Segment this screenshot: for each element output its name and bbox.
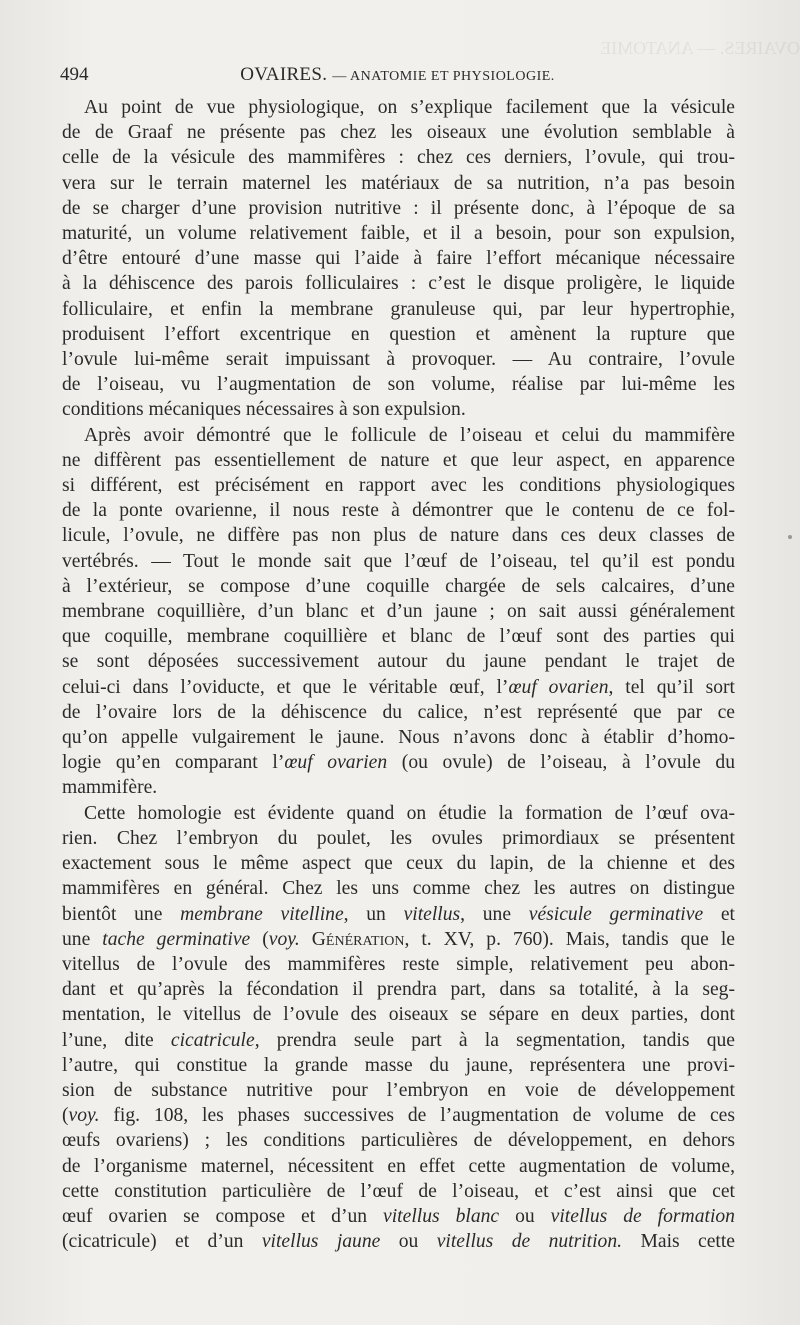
small-caps-term: Génération xyxy=(311,928,405,950)
text-line xyxy=(62,700,735,725)
text-run: fig. 108, les phases successives de l’augmentation de volume de ces xyxy=(99,1105,735,1127)
page-number: 494 xyxy=(60,64,89,85)
text-run: , t. XV, p. 760). Mais, tandis que le xyxy=(404,928,735,950)
text-line xyxy=(62,1053,735,1078)
italic-term: vésicule germinative xyxy=(528,903,704,925)
text-run: (ou ovule) de l’oiseau, à l’ovule du xyxy=(387,752,736,774)
show-through-text: OVAIRES. — ANATOMIE xyxy=(600,38,800,58)
text-run: de l’organisme maternel, nécessitent en effet cette augmentation de volume, xyxy=(62,1155,735,1177)
text-line xyxy=(62,927,735,952)
text-run: mammifères en général. Chez les uns comme chez les autres on distingue xyxy=(62,878,735,900)
text-line xyxy=(62,649,735,674)
text-line xyxy=(62,876,735,901)
text-run: logie qu’en comparant l’ xyxy=(62,752,285,774)
text-line xyxy=(62,498,735,523)
italic-term: vitellus blanc xyxy=(383,1205,500,1227)
text-run: se sont déposées successivement autour du jaune pendant le trajet de xyxy=(62,651,735,673)
text-run: produisent l’effort excentrique en question et amènent la rupture que xyxy=(62,323,735,345)
italic-term: vitellus jaune xyxy=(261,1231,381,1253)
text-run: mammifère. xyxy=(62,777,158,799)
text-line xyxy=(62,952,735,977)
text-run: , une xyxy=(460,903,529,925)
italic-term: voy. xyxy=(268,928,300,950)
text-line xyxy=(62,171,735,196)
text-line xyxy=(62,322,735,347)
text-line xyxy=(62,473,735,498)
text-line xyxy=(62,725,735,750)
text-line xyxy=(62,145,735,170)
text-run: à l’extérieur, se compose d’une coquille chargée de sels calcaires, d’une xyxy=(62,575,735,597)
text-line xyxy=(62,599,735,624)
running-title xyxy=(60,64,735,86)
italic-term: voy. xyxy=(68,1105,100,1127)
text-line xyxy=(62,1002,735,1027)
chapter-title: OVAIRES. xyxy=(240,64,328,85)
text-run: de la ponte ovarienne, il nous reste à démontrer que le contenu de ce fol- xyxy=(62,500,735,522)
text-run: Mais cette xyxy=(622,1231,735,1253)
text-run: à la déhiscence des parois folliculaires : c’est le disque proligère, le liquide xyxy=(62,273,735,295)
text-run: , prendra seule part à la segmentation, tandis que xyxy=(254,1029,735,1051)
text-line xyxy=(62,523,735,548)
text-line xyxy=(62,675,735,700)
italic-term: vitellus de formation xyxy=(550,1205,735,1227)
paragraph xyxy=(62,801,735,1255)
text-line xyxy=(62,372,735,397)
margin-speck xyxy=(788,535,792,539)
text-run: rien. Chez l’embryon du poulet, les ovules primordiaux se présentent xyxy=(62,827,735,849)
text-run: membrane coquillière, d’un blanc et d’un jaune ; on sait aussi généralement xyxy=(62,601,735,623)
text-run: ou xyxy=(380,1231,437,1253)
text-line xyxy=(62,347,735,372)
text-run: de de Graaf ne présente pas chez les oiseaux une évolution semblable à xyxy=(62,122,735,144)
text-run: Cette homologie est évidente quand on étudie la formation de l’œuf ova- xyxy=(84,802,735,824)
text-run: ou xyxy=(499,1205,551,1227)
text-line xyxy=(62,1229,735,1254)
text-line xyxy=(62,624,735,649)
text-run: de l’oiseau, vu l’augmentation de son volume, réalise par lui-même les xyxy=(62,374,735,396)
text-run: celui-ci dans l’oviducte, et que le véritable œuf, l’ xyxy=(62,676,509,698)
text-run: celle de la vésicule des mammifères : chez ces derniers, l’ovule, qui trou- xyxy=(62,147,735,169)
text-line xyxy=(62,1204,735,1229)
text-line xyxy=(62,397,735,422)
text-line xyxy=(62,851,735,876)
text-run: l’autre, qui constitue la grande masse du jaune, représentera une provi- xyxy=(62,1054,735,1076)
text-run xyxy=(300,929,312,950)
text-line xyxy=(62,1179,735,1204)
text-run: dant et qu’après la fécondation il prendra part, dans sa totalité, à la seg- xyxy=(62,979,735,1001)
text-line xyxy=(62,1154,735,1179)
text-line xyxy=(62,448,735,473)
italic-term: tache germinative xyxy=(102,928,251,950)
text-run: œufs ovariens) ; les conditions particulières de développement, en dehors xyxy=(62,1130,735,1152)
text-run: folliculaire, et enfin la membrane granuleuse qui, par leur hypertrophie, xyxy=(62,298,735,320)
text-line xyxy=(62,574,735,599)
text-line xyxy=(62,826,735,851)
paragraph xyxy=(62,95,735,423)
text-run: Au point de vue physiologique, on s’explique facilement que la vésicule xyxy=(84,97,735,118)
text-run: , un xyxy=(343,903,404,925)
text-run: qu’on appelle vulgairement le jaune. Nous n’avons donc à établir d’homo- xyxy=(62,727,735,749)
text-line xyxy=(62,1078,735,1103)
italic-term: œuf ovarien xyxy=(508,676,609,698)
text-run: ne diffèrent pas essentiellement de nature et que leur aspect, en apparence xyxy=(62,449,735,471)
text-run: licule, l’ovule, ne diffère pas non plus de nature dans ces deux classes de xyxy=(62,525,735,547)
running-header xyxy=(60,64,735,88)
text-line xyxy=(62,423,735,448)
italic-term: vitellus xyxy=(403,903,461,925)
text-line xyxy=(62,977,735,1002)
text-line xyxy=(62,196,735,221)
text-line xyxy=(62,297,735,322)
text-line xyxy=(62,95,735,120)
text-run: que coquille, membrane coquillière et blanc de l’œuf sont des parties qui xyxy=(62,626,735,648)
text-run: (cicatricule) et d’un xyxy=(62,1231,262,1253)
paragraph xyxy=(62,423,735,801)
italic-term: cicatricule xyxy=(170,1029,255,1051)
text-run: et xyxy=(703,903,735,925)
text-run: une xyxy=(62,928,103,950)
text-run: l’une, dite xyxy=(62,1029,171,1051)
text-run: œuf ovarien se compose et d’un xyxy=(62,1205,384,1227)
text-line xyxy=(62,1128,735,1153)
text-run: vera sur le terrain maternel les matériaux de sa nutrition, n’a pas besoin xyxy=(62,172,735,194)
text-line xyxy=(62,775,735,800)
text-line xyxy=(62,271,735,296)
text-line xyxy=(62,120,735,145)
text-line xyxy=(62,801,735,826)
italic-term: vitellus de nutrition. xyxy=(436,1231,623,1253)
body-text xyxy=(62,95,735,1254)
text-run: , tel qu’il sort xyxy=(608,676,736,698)
text-line xyxy=(62,221,735,246)
text-run: l’ovule lui-même serait impuissant à provoquer. — Au contraire, l’ovule xyxy=(62,349,735,371)
text-line xyxy=(62,902,735,927)
text-run: si différent, est précisément en rapport avec les conditions physiologiques xyxy=(62,475,735,497)
text-run: bientôt une xyxy=(62,903,181,925)
text-run: maturité, un volume relativement faible, et il a besoin, pour son expulsion, xyxy=(62,223,735,245)
text-run: de l’ovaire lors de la déhiscence du calice, n’est représenté que par ce xyxy=(62,701,735,723)
text-line xyxy=(62,1028,735,1053)
text-line xyxy=(62,1103,735,1128)
text-run: conditions mécaniques nécessaires à son expulsion. xyxy=(62,399,466,421)
text-run: exactement sous le même aspect que ceux du lapin, de la chienne et des xyxy=(62,853,735,875)
text-run: de se charger d’une provision nutritive : il présente donc, à l’époque de sa xyxy=(62,197,735,219)
text-run: vitellus de l’ovule des mammifères reste simple, relativement peu abon- xyxy=(62,953,735,975)
italic-term: œuf ovarien xyxy=(284,752,388,774)
text-run: mentation, le vitellus de l’ovule des oiseaux se sépare en deux parties, dont xyxy=(62,1004,735,1026)
text-run: ( xyxy=(250,928,269,950)
text-line xyxy=(62,750,735,775)
text-run: ( xyxy=(62,1105,69,1127)
text-run: vertébrés. — Tout le monde sait que l’œuf de l’oiseau, tel qu’il est pondu xyxy=(62,550,735,572)
text-line xyxy=(62,549,735,574)
text-run: d’être entouré d’une masse qui l’aide à faire l’effort mécanique nécessaire xyxy=(62,248,735,270)
chapter-subtitle: — ANATOMIE ET PHYSIOLOGIE. xyxy=(332,69,555,84)
text-line xyxy=(62,246,735,271)
text-run: cette constitution particulière de l’œuf de l’oiseau, et c’est ainsi que cet xyxy=(62,1180,735,1202)
text-run: Après avoir démontré que le follicule de l’oiseau et celui du mammifère xyxy=(84,424,735,446)
text-run: sion de substance nutritive pour l’embryon en voie de développement xyxy=(62,1079,735,1101)
italic-term: membrane vitelline xyxy=(180,903,344,925)
